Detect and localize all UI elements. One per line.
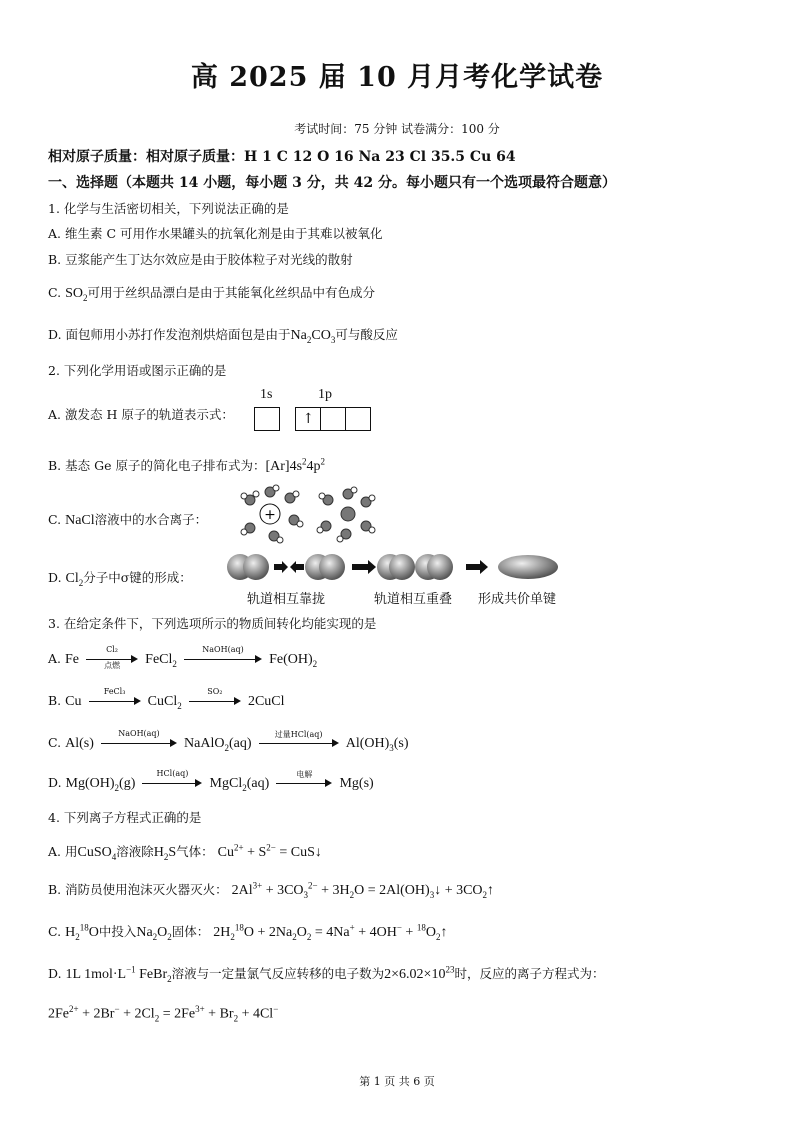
q1-option-c: C. $SO_2$可用于丝织品漂白是由于其能氧化丝织品中有色成分 — [48, 285, 375, 303]
arrow-fecl3: FeCl₃ — [89, 694, 141, 708]
page-title: 高 2025 届 10 月月考化学试卷 — [190, 62, 604, 93]
q2-option-c: C. NaCl溶液中的水合离子： — [48, 512, 208, 528]
q1-option-b: B. 豆浆能产生丁达尔效应是由于胶体粒子对光线的散射 — [48, 252, 353, 267]
caption-approach: 轨道相互靠拢 — [247, 592, 326, 607]
arrow-excess-hcl: 过量HCl(aq) — [259, 736, 339, 750]
q3-stem: 3. 在给定条件下，下列选项所示的物质间转化均能实现的是 — [48, 616, 377, 631]
q3-option-a: A. Fe Cl₂ 点燃 FeCl$_2$ NaOH(aq) $Fe(OH)_2$ — [48, 644, 318, 670]
q2-stem: 2. 下列化学用语或图示正确的是 — [48, 363, 227, 378]
page-footer: 第 1 页 共 6 页 — [359, 1075, 435, 1088]
exam-info: 考试时间：75 分钟 试卷满分：100 分 — [294, 122, 500, 136]
orbital-label-1s: 1s — [260, 387, 273, 402]
q1-option-a: A. 维生素 C 可用作水果罐头的抗氧化剂是由于其难以被氧化 — [48, 226, 383, 241]
caption-overlap: 轨道相互重叠 — [374, 592, 453, 607]
orbital-box-1p-1: ↑ — [295, 407, 321, 431]
q4-option-d: D. 1L $1mol\cdot L^{-1}$ FeBr$_2$溶液与一定量氯气反应转移的电子数为$2\times 6.02\times 10^{23}$时，反应的离子方程式为： — [48, 964, 605, 984]
svg-text:+: + — [264, 507, 276, 523]
orbital-box-1s — [254, 407, 280, 431]
q1-option-d: D. 面包师用小苏打作发泡剂烘焙面包是由于$Na_2CO_3$可与酸反应 — [48, 327, 398, 345]
orbital-box-1p-2 — [320, 407, 346, 431]
atomic-mass-line: 相对原子质量：相对原子质量：H 1 C 12 O 16 Na 23 Cl 35.5 Cu 64 — [48, 149, 516, 165]
q4-option-a: A. 用CuSO$_4$溶液除$H_2S$气体： $Cu^{2+} + S^{2-}$ = CuS↓ — [48, 842, 322, 862]
q4-option-b: B. 消防员使用泡沫灭火器灭火： $2Al^{3+} + 3CO_3^{2-} + 3H_2O$ = $2Al(OH)_3↓$ + $3CO_2↑$ — [48, 880, 495, 900]
arrow-cl2: Cl₂ 点燃 — [86, 652, 138, 666]
orbital-box-1p-3 — [345, 407, 371, 431]
q3-option-b: B. Cu FeCl₃ CuCl$_2$ SO₂ 2CuCl — [48, 686, 285, 711]
q2-option-b: B. 基态 Ge 原子的简化电子排布式为：$[Ar]4s^24p^2$ — [48, 456, 326, 474]
q4-option-d-equation: $2Fe^{2+} + 2Br^- + 2Cl_2 = 2Fe^{3+} + Br_2 + 4Cl^-$ — [48, 1004, 279, 1024]
q4-option-c: C. $H_2^{18}O$中投入$Na_2O_2$固体： $2H_2^{18}O + 2Na_2O_2 = 4Na^+ + 4OH^-$ + $^{18}O_2↑$ — [48, 922, 448, 942]
q2-option-d: D. $Cl_2$分子中σ键的形成： — [48, 570, 192, 588]
q3-option-c: C. Al(s) NaOH(aq) NaAlO$_2$(aq) 过量HCl(aq) $Al(OH)_3(s)$ — [48, 728, 409, 753]
orbital-diagram — [255, 407, 371, 431]
arrow-so2: SO₂ — [189, 694, 241, 708]
arrow-hcl-aq: HCl(aq) — [142, 776, 202, 790]
arrow-naoh-aq: NaOH(aq) — [101, 736, 177, 750]
arrow-naoh: NaOH(aq) — [184, 652, 262, 666]
q1-stem: 1. 化学与生活密切相关，下列说法正确的是 — [48, 201, 289, 216]
orbital-label-1p: 1p — [318, 387, 332, 402]
q4-stem: 4. 下列离子方程式正确的是 — [48, 810, 202, 825]
arrow-electrolysis: 电解 — [276, 776, 332, 790]
sigma-bond-diagram — [222, 550, 562, 584]
hydrated-ions-diagram — [236, 484, 376, 544]
caption-single-bond: 形成共价单键 — [478, 592, 557, 607]
q2-option-a: A. 激发态 H 原子的轨道表示式： — [48, 407, 234, 422]
q3-option-d: D. $Mg(OH)_2(g)$ HCl(aq) MgCl$_2$(aq) 电解 Mg(s) — [48, 768, 374, 793]
section-heading: 一、选择题（本题共 14 小题，每小题 3 分，共 42 分。每小题只有一个选项最符合题意） — [48, 175, 616, 191]
